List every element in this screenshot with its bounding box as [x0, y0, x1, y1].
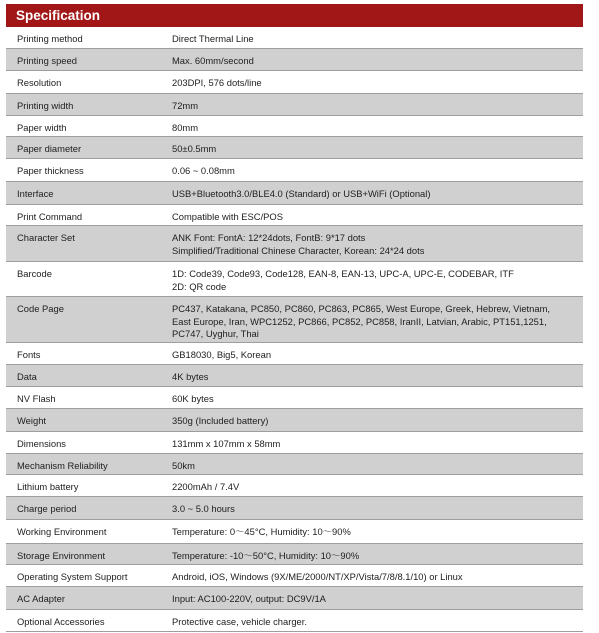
spec-value-line: 1D: Code39, Code93, Code128, EAN-8, EAN-13, UPC-A, UPC-E, CODEBAR, ITF	[172, 268, 514, 279]
spec-value-line: 50km	[172, 460, 195, 471]
spec-label: Printing speed	[17, 55, 77, 66]
spec-value-line: East Europe, Iran, WPC1252, PC866, PC852, PC858, IranII, Latvian, Arabic, PT151,1251,	[172, 315, 547, 327]
spec-row	[6, 610, 583, 632]
spec-row	[6, 116, 583, 137]
spec-label: Print Command	[17, 211, 83, 222]
spec-value	[172, 116, 583, 136]
spec-value-line: PC747, Uyghur, Thai	[172, 328, 259, 339]
spec-value	[172, 182, 583, 204]
spec-value	[172, 365, 583, 386]
spec-row	[6, 49, 583, 71]
spec-label: Data	[17, 371, 37, 382]
spec-row	[6, 205, 583, 226]
spec-value	[172, 520, 583, 543]
spec-row	[6, 587, 583, 610]
spec-label: NV Flash	[17, 393, 56, 404]
spec-value	[172, 94, 583, 115]
spec-label: Working Environment	[17, 526, 107, 537]
spec-value-line: 80mm	[172, 122, 199, 133]
spec-label: Code Page	[17, 303, 64, 314]
spec-row	[6, 497, 583, 520]
spec-value	[172, 544, 583, 564]
spec-label: Character Set	[17, 232, 75, 243]
spec-value-line: 2200mAh / 7.4V	[172, 481, 240, 492]
spec-row	[6, 387, 583, 409]
spec-value-line: GB18030, Big5, Korean	[172, 349, 272, 360]
spec-label: AC Adapter	[17, 593, 65, 604]
spec-row	[6, 565, 583, 587]
spec-label: Fonts	[17, 349, 41, 360]
spec-row	[6, 137, 583, 159]
spec-label: Charge period	[17, 503, 77, 514]
spec-row	[6, 475, 583, 497]
spec-label: Resolution	[17, 77, 62, 88]
spec-label: Operating System Support	[17, 571, 128, 582]
spec-row	[6, 226, 583, 262]
spec-label: Dimensions	[17, 438, 66, 449]
spec-row	[6, 343, 583, 365]
spec-row	[6, 454, 583, 475]
spec-value	[172, 343, 583, 364]
spec-value	[172, 432, 583, 453]
spec-value-line: 72mm	[172, 100, 199, 111]
specification-table	[6, 4, 583, 632]
spec-value-line: Input: AC100-220V, output: DC9V/1A	[172, 593, 326, 604]
spec-value-line: Android, iOS, Windows (9X/ME/2000/NT/XP/Vista/7/8/8.1/10) or Linux	[172, 571, 463, 582]
spec-value	[172, 137, 583, 158]
spec-row	[6, 520, 583, 544]
spec-label: Optional Accessories	[17, 616, 105, 627]
spec-row	[6, 365, 583, 387]
spec-value-line: 131mm x 107mm x 58mm	[172, 438, 281, 449]
specification-rows	[6, 27, 583, 632]
spec-value-line: Temperature: 0～45°C, Humidity: 10～90%	[172, 526, 351, 537]
spec-label: Mechanism Reliability	[17, 460, 108, 471]
spec-value	[172, 205, 583, 225]
spec-value-line: Simplified/Traditional Chinese Character, Korean: 24*24 dots	[172, 244, 425, 256]
spec-value	[172, 610, 583, 631]
spec-value-line: 2D: QR code	[172, 280, 227, 292]
spec-value-line: 50±0.5mm	[172, 143, 217, 154]
spec-value	[172, 587, 583, 609]
specification-title: Specification	[6, 4, 583, 27]
spec-value-line: 4K bytes	[172, 371, 209, 382]
spec-row	[6, 94, 583, 116]
spec-label: Interface	[17, 188, 54, 199]
spec-row	[6, 409, 583, 432]
spec-value	[172, 409, 583, 431]
spec-value-line: Compatible with ESC/POS	[172, 211, 283, 222]
spec-value-line: 0.06 ~ 0.08mm	[172, 165, 235, 176]
spec-value-line: 350g (Included battery)	[172, 415, 269, 426]
spec-value	[172, 297, 583, 342]
spec-value	[172, 454, 583, 474]
spec-label: Lithium battery	[17, 481, 79, 492]
spec-value-line: ANK Font: FontA: 12*24dots, FontB: 9*17 dots	[172, 232, 366, 243]
spec-row	[6, 159, 583, 182]
spec-value	[172, 387, 583, 408]
spec-value-line: Temperature: -10～50°C, Humidity: 10～90%	[172, 550, 360, 561]
spec-value	[172, 226, 583, 261]
spec-value	[172, 71, 583, 93]
spec-label: Paper width	[17, 122, 67, 133]
spec-row	[6, 71, 583, 94]
spec-value-line: 3.0 ~ 5.0 hours	[172, 503, 235, 514]
spec-row	[6, 262, 583, 297]
spec-row	[6, 297, 583, 343]
spec-row	[6, 182, 583, 205]
spec-label: Weight	[17, 415, 47, 426]
spec-value	[172, 262, 583, 296]
spec-value-line: 60K bytes	[172, 393, 214, 404]
spec-value	[172, 27, 583, 48]
spec-value	[172, 475, 583, 496]
spec-value-line: 203DPI, 576 dots/line	[172, 77, 262, 88]
spec-label: Storage Environment	[17, 550, 106, 561]
spec-value-line: PC437, Katakana, PC850, PC860, PC863, PC865, West Europe, Greek, Hebrew, Vietnam,	[172, 303, 550, 314]
spec-label: Paper diameter	[17, 143, 82, 154]
spec-value-line: Direct Thermal Line	[172, 33, 254, 44]
spec-value	[172, 497, 583, 519]
spec-value	[172, 159, 583, 181]
spec-label: Barcode	[17, 268, 52, 279]
spec-row	[6, 544, 583, 565]
spec-label: Printing method	[17, 33, 83, 44]
spec-value-line: Protective case, vehicle charger.	[172, 616, 307, 627]
spec-value	[172, 565, 583, 586]
spec-label: Printing width	[17, 100, 74, 111]
spec-value	[172, 49, 583, 70]
spec-value-line: USB+Bluetooth3.0/BLE4.0 (Standard) or USB+WiFi (Optional)	[172, 188, 431, 199]
spec-row	[6, 432, 583, 454]
spec-label: Paper thickness	[17, 165, 84, 176]
spec-row	[6, 27, 583, 49]
spec-value-line: Max. 60mm/second	[172, 55, 254, 66]
